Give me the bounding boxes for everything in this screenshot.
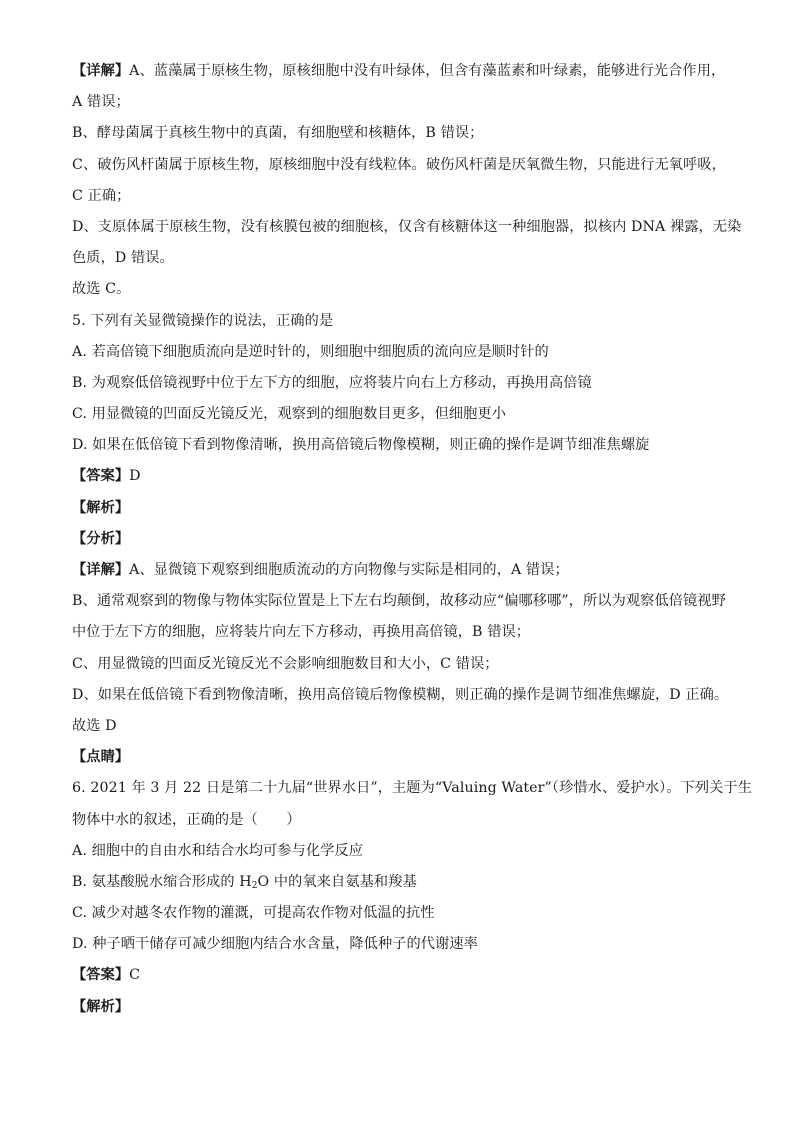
q5-detail-line-1: 【详解】A、显微镜下观察到细胞质流动的方向物像与实际是相同的，A 错误；: [72, 562, 569, 578]
q6-stem-line-2: 物体中水的叙述，正确的是（ ）: [72, 811, 301, 828]
q4-detail-line-4: C、破伤风杆菌属于原核生物，原核细胞中没有线粒体。破伤风杆菌是厌氧微生物，只能进行无氧呼吸，: [72, 156, 726, 173]
q6-option-b: B. 氨基酸脱水缩合形成的 $H_2O$ 中的氧来自氨基和羧基: [72, 873, 417, 891]
q5-option-b: B. 为观察低倍镜视野中位于左下方的细胞，应将装片向右上方移动，再换用高倍镜: [72, 374, 592, 391]
q5-answer: [72, 461, 732, 492]
q4-conclusion: 故选 C。: [72, 281, 131, 298]
q5-option-d: D. 如果在低倍镜下看到物像清晰，换用高倍镜后物像模糊，则正确的操作是调节细准焦螺旋: [72, 437, 650, 454]
q5-detail-line-3: 中位于左下方的细胞，应将装片向左下方移动，再换用高倍镜，B 错误；: [72, 624, 531, 641]
q5-detail-line-4: C、用显微镜的凹面反光镜反光不会影响细胞数目和大小，C 错误；: [72, 655, 499, 672]
q4-detail-line-7: 色质，D 错误。: [72, 250, 174, 267]
detail-tag: 【详解】: [72, 63, 130, 79]
q5-conclusion: 故选 D: [72, 717, 117, 734]
q4-detail-line-6: D、支原体属于原核生物，没有核膜包被的细胞核，仅含有核糖体这一种细胞器，拟核内 DNA 裸露，无染: [72, 218, 742, 235]
q6-option-a: A. 细胞中的自由水和结合水均可参与化学反应: [72, 842, 364, 859]
answer-tag: 【答案】: [72, 468, 130, 485]
q5-stem: 5. 下列有关显微镜操作的说法，正确的是: [72, 312, 334, 329]
q5-fenxi-tag: 【分析】: [72, 530, 130, 547]
answer-tag: 【答案】: [72, 967, 130, 984]
detail-tag: 【详解】: [72, 562, 130, 578]
q4-detail-line-3: B、酵母菌属于真核生物中的真菌，有细胞壁和核糖体，B 错误；: [72, 125, 484, 142]
q4-detail-line-2: A 错误；: [72, 94, 130, 111]
document-page: [72, 56, 753, 1023]
answer-value: D: [129, 468, 141, 485]
q6-option-d: D. 种子晒干储存可减少细胞内结合水含量，降低种子的代谢速率: [72, 936, 478, 953]
answer-value: C: [129, 967, 141, 984]
q5-option-a: A. 若高倍镜下细胞质流向是逆时针的，则细胞中细胞质的流向应是顺时针的: [72, 343, 549, 360]
q4-detail-line-1: 【详解】A、蓝藻属于原核生物，原核细胞中没有叶绿体，但含有藻蓝素和叶绿素，能够进行光合作用，: [72, 63, 726, 79]
q6-analysis-tag: 【解析】: [72, 998, 130, 1015]
q5-option-c: C. 用显微镜的凹面反光镜反光，观察到的细胞数目更多，但细胞更小: [72, 406, 507, 423]
q5-detail-line-2: B、通常观察到的物像与物体实际位置是上下左右均颠倒，故移动应“偏哪移哪”，所以为观察低倍镜视野: [72, 593, 726, 610]
q5-detail-line-5: D、如果在低倍镜下看到物像清晰，换用高倍镜后物像模糊，则正确的操作是调节细准焦螺旋，D 正确。: [72, 686, 729, 703]
q6-option-c: C. 减少对越冬农作物的灌溉，可提高农作物对低温的抗性: [72, 905, 435, 922]
q6-answer: [72, 960, 732, 991]
q4-detail-line-5: C 正确；: [72, 187, 131, 204]
q5-dianjing-tag: 【点睛】: [72, 749, 130, 766]
q5-analysis-tag: 【解析】: [72, 499, 130, 516]
q6-stem-line-1: 6. 2021 年 3 月 22 日是第二十九届“世界水日”，主题为“Valuing Water”（珍惜水、爱护水）。下列关于生: [72, 780, 753, 797]
